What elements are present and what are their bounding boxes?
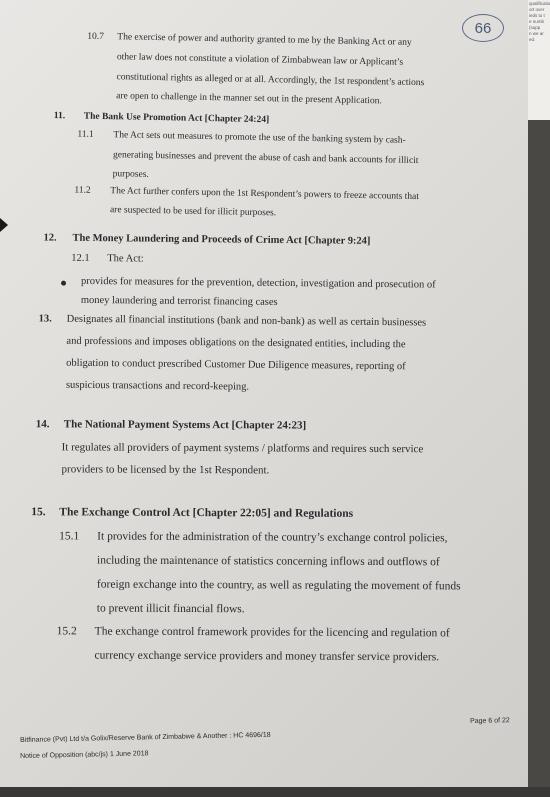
section-10-7-line: The exercise of power and authority granted to me by the Banking Act or any bbox=[117, 32, 412, 48]
section-12-bullet-line: money laundering and terrorist financing cases bbox=[80, 294, 278, 308]
section-11-2-number: 11.2 bbox=[74, 185, 91, 196]
section-10-7-line: constitutional rights as alleged or at all. Accordingly, the 1st respondent’s actions bbox=[116, 72, 425, 89]
section-15-1-line: foreign exchange into the country, as well as regulating the movement of funds bbox=[96, 578, 461, 593]
footer-case-line: Bitfinance (Pvt) Ltd t/a Golix/Reserve Bank of Zimbabwe & Another : HC 4696/18 bbox=[20, 731, 271, 744]
edge-snippet-line: ort over bbox=[529, 7, 545, 12]
section-13-line: suspicious transactions and record-keeping. bbox=[65, 379, 250, 393]
section-11-title: The Bank Use Promotion Act [Chapter 24:24] bbox=[83, 111, 270, 126]
section-15-2-number: 15.2 bbox=[56, 625, 77, 638]
section-11-2-line: The Act further confers upon the 1st Respondent’s powers to freeze accounts that bbox=[110, 186, 420, 203]
section-14-line: It regulates all providers of payment systems / platforms and requires such service bbox=[61, 441, 424, 456]
section-10-7-line: other law does not constitute a violation of Zimbabwean law or Applicant’s bbox=[116, 52, 404, 68]
handwritten-page-number: 66 bbox=[462, 14, 504, 42]
edge-snippet-line: n we ar bbox=[529, 31, 544, 36]
adjacent-page-edge bbox=[528, 0, 550, 122]
edge-snippet-line: ieds to t bbox=[529, 13, 545, 18]
section-13-line: obligation to conduct prescribed Customer Due Diligence measures, reporting of bbox=[66, 357, 406, 373]
section-15-title: The Exchange Control Act [Chapter 22:05] and Regulations bbox=[59, 506, 354, 520]
section-15-1-line: including the maintenance of statistics concerning inflows and outflows of bbox=[97, 554, 440, 569]
section-15-1-line: to prevent illicit financial flows. bbox=[96, 602, 245, 616]
section-13-line: and professions and imposes obligations on the designated entities, including the bbox=[66, 335, 406, 351]
section-15-2-line: The exchange control framework provides for the licencing and regulation of bbox=[94, 625, 450, 640]
section-11-1-line: The Act sets out measures to promote the use of the banking system by cash- bbox=[113, 130, 406, 146]
footer-notice-line: Notice of Opposition (abc/js) 1 June 2018 bbox=[20, 750, 149, 760]
section-14-title: The National Payment Systems Act [Chapter 24:23] bbox=[63, 418, 307, 432]
section-15-1-number: 15.1 bbox=[59, 530, 80, 543]
section-12-1-text: The Act: bbox=[107, 253, 144, 265]
section-10-7-line: are open to challenge in the manner set out in the present Application. bbox=[116, 91, 382, 107]
section-13-line: Designates all financial institutions (bank and non-bank) as well as certain businesses bbox=[66, 313, 427, 329]
section-15-number: 15. bbox=[31, 506, 46, 519]
section-12-bullet-line: provides for measures for the prevention, detection, investigation and prosecution of bbox=[81, 275, 436, 291]
edge-snippet-line: e numb bbox=[529, 19, 545, 24]
section-12-title: The Money Laundering and Proceeds of Crime Act [Chapter 9:24] bbox=[72, 232, 371, 247]
section-11-2-line: are suspected to be used for illicit purposes. bbox=[109, 205, 277, 219]
section-15-2-line: currency exchange service providers and money transfer service providers. bbox=[94, 649, 440, 664]
edge-snippet-line: (supp bbox=[529, 25, 541, 30]
section-15-1-line: It provides for the administration of the country’s exchange control policies, bbox=[97, 530, 448, 545]
edge-snippet-line: ed. bbox=[529, 37, 536, 42]
section-13-number: 13. bbox=[38, 313, 52, 325]
section-10-7-number: 10.7 bbox=[87, 31, 105, 43]
edge-snippet-line: qualificatio bbox=[529, 1, 550, 6]
section-14-number: 14. bbox=[35, 418, 50, 431]
section-11-1-line: purposes. bbox=[112, 169, 149, 180]
section-11-1-number: 11.1 bbox=[77, 129, 94, 140]
section-11-number: 11. bbox=[53, 111, 66, 122]
section-12-number: 12. bbox=[43, 232, 57, 244]
section-12-1-number: 12.1 bbox=[71, 252, 90, 264]
footer-page-number: Page 6 of 22 bbox=[470, 717, 510, 725]
section-14-line: providers to be licensed by the 1st Respondent. bbox=[61, 463, 270, 477]
background-surface bbox=[528, 120, 550, 787]
section-11-1-line: generating businesses and prevent the abuse of cash and bank accounts for illicit bbox=[112, 150, 419, 167]
